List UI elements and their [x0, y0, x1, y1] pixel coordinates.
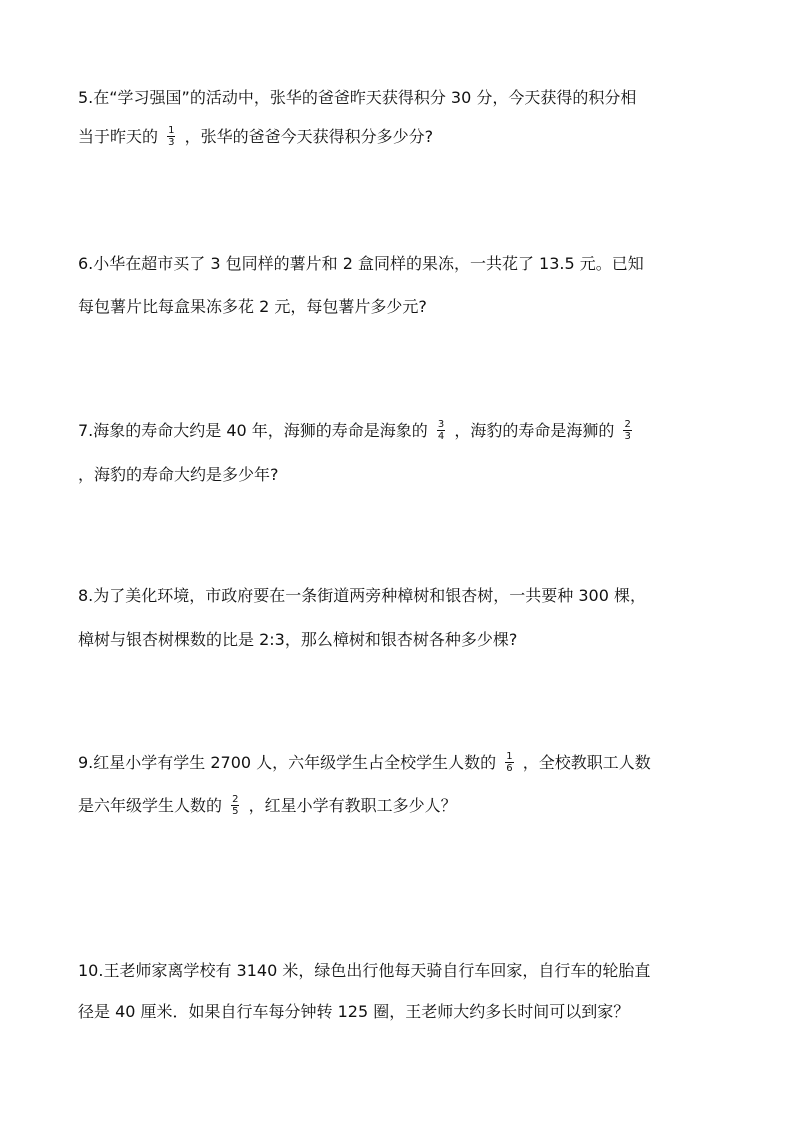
fraction-denominator: 6	[506, 763, 513, 774]
fraction-denominator: 5	[232, 806, 239, 817]
fraction-two-thirds	[623, 419, 631, 442]
question-9-line-1	[78, 752, 651, 775]
fraction-one-sixth	[505, 751, 513, 774]
question-9-text-d: ，红星小学有教职工多少人？	[248, 796, 457, 815]
fraction-denominator: 4	[437, 431, 445, 442]
question-9-text-c: 是六年级学生人数的	[78, 796, 223, 815]
question-6-line-2: 每包薯片比每盒果冻多花 2 元，每包薯片多少元?	[78, 297, 427, 316]
question-9-text-b: ，全校教职工人数	[522, 753, 651, 772]
question-10-line-2: 径是 40 厘米．如果自行车每分钟转 125 圈，王老师大约多长时间可以到家？	[78, 1002, 630, 1021]
question-6-line-1: 6.小华在超市买了 3 包同样的薯片和 2 盒同样的果冻，一共花了 13.5 元。已知	[78, 254, 644, 273]
question-5-text-b: ，张华的爸爸今天获得积分多少分?	[184, 127, 434, 146]
fraction-two-fifths	[231, 794, 239, 817]
question-7-line-1	[78, 420, 636, 443]
fraction-numerator: 2	[624, 419, 631, 430]
question-5-line-2	[78, 126, 433, 149]
fraction-one-third	[167, 125, 175, 148]
question-8-line-1: 8.为了美化环境，市政府要在一条街道两旁种樟树和银杏树，一共要种 300 棵，	[78, 586, 646, 605]
question-7-text-b: ，海豹的寿命是海狮的	[454, 421, 615, 440]
fraction-numerator: 1	[168, 125, 175, 136]
question-9-text-a: 9.红星小学有学生 2700 人，六年级学生占全校学生人数的	[78, 753, 497, 772]
fraction-numerator: 3	[437, 419, 445, 430]
fraction-denominator: 3	[624, 431, 631, 442]
question-9-line-2	[78, 795, 457, 818]
question-10-line-1: 10.王老师家离学校有 3140 米，绿色出行他每天骑自行车回家，自行车的轮胎直	[78, 961, 651, 980]
fraction-numerator: 2	[232, 794, 239, 805]
question-7-line-2: ，海豹的寿命大约是多少年?	[78, 465, 279, 484]
fraction-numerator: 1	[506, 751, 513, 762]
question-5-line-1: 5.在“学习强国”的活动中，张华的爸爸昨天获得积分 30 分，今天获得的积分相	[78, 88, 637, 107]
fraction-three-fourths	[437, 419, 445, 442]
question-5-text-a: 当于昨天的	[78, 127, 159, 146]
question-7-text-a: 7.海象的寿命大约是 40 年，海狮的寿命是海象的	[78, 421, 428, 440]
question-8-line-2: 樟树与银杏树棵数的比是 2:3，那么樟树和银杏树各种多少棵?	[78, 630, 518, 649]
fraction-denominator: 3	[168, 137, 175, 148]
